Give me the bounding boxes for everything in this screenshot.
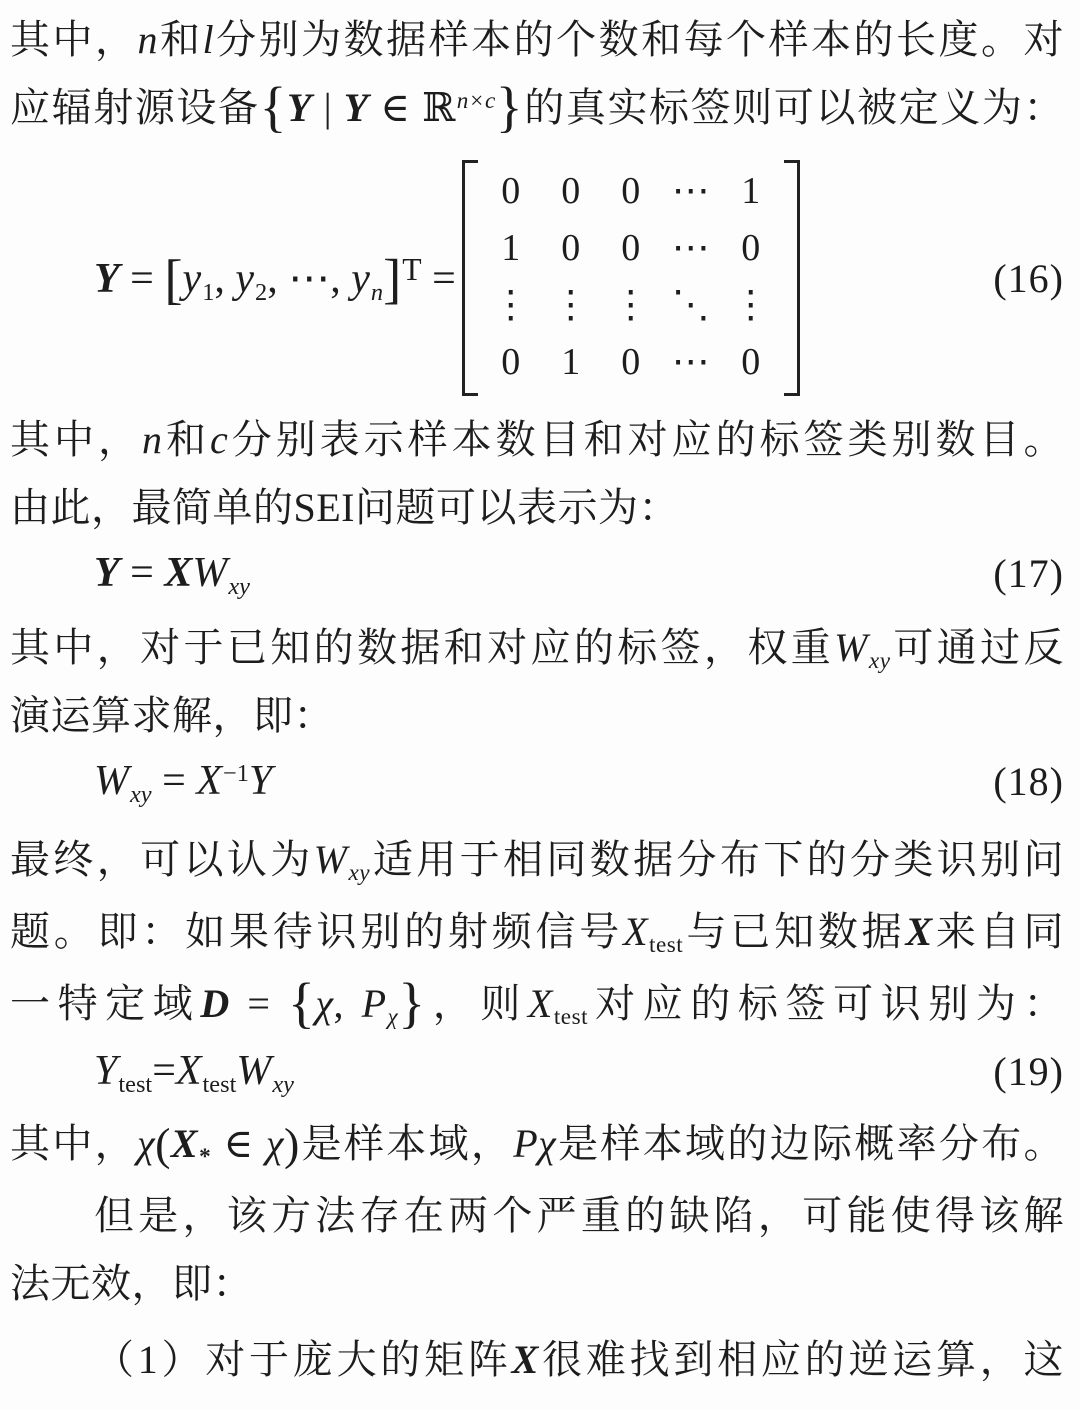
superscript: T (402, 252, 422, 288)
segment: 但是，该方法存在两个严重的缺陷，可能使得该解 (94, 1193, 1064, 1238)
segment: 的真实标签则可以被定义为： (523, 85, 1065, 130)
text-line (10, 6, 1064, 74)
segment: = (151, 758, 197, 804)
segment: 其中， (10, 417, 142, 462)
segment: X (164, 550, 193, 596)
matrix-cell: 1 (561, 340, 581, 383)
segment: 其中，对于已知的数据和对应的标签，权重 (10, 625, 835, 670)
equation-number: (19) (993, 1048, 1064, 1094)
segment: Wxy (236, 1048, 294, 1098)
text-line (10, 1326, 1064, 1394)
equation-19-body (94, 1047, 294, 1098)
segment: } (398, 972, 426, 1035)
segment: 分别表示样本数目和对应的标签类别数目。 (228, 417, 1065, 462)
matrix-left-bracket (462, 160, 478, 396)
segment: SEI (293, 485, 355, 530)
segment: c (209, 417, 229, 462)
matrix-cell: 0 (621, 226, 641, 269)
segment: = (421, 256, 456, 302)
segment: 其中， (10, 17, 138, 62)
segment: Pχ (361, 981, 399, 1031)
segment: 可通过反 (890, 625, 1065, 670)
segment: χ (265, 1121, 285, 1166)
segment: y1 (182, 256, 215, 306)
segment: 法无效，即： (10, 1261, 253, 1306)
segment: 和 (158, 17, 203, 62)
matrix-cell: 0 (621, 340, 641, 383)
matrix-cell: 0 (561, 169, 581, 212)
segment: 是样本域的边际概率分布。 (556, 1121, 1065, 1166)
segment: Ytest (94, 1048, 153, 1098)
segment: = (152, 1048, 176, 1094)
matrix-cell: ⋮ (611, 284, 650, 326)
subscript: test (202, 1070, 237, 1098)
segment: } (495, 76, 524, 139)
segment: Wxy (834, 625, 891, 675)
segment: Pχ (513, 1121, 557, 1166)
segment: 一特定域 (10, 981, 201, 1026)
subscript: xy (868, 648, 891, 675)
segment: Y (287, 85, 312, 130)
subscript: test (649, 932, 684, 959)
text-line (10, 1182, 1064, 1250)
text-line (10, 824, 1064, 896)
matrix-cell: 0 (741, 340, 761, 383)
segment: 其中， (10, 1121, 137, 1166)
superscript: n×c (456, 88, 496, 115)
segment: = (119, 550, 165, 596)
segment: Y (94, 256, 120, 302)
segment: Y (343, 85, 369, 130)
segment: 题。即：如果待识别的射频信号 (10, 909, 624, 954)
segment: 来自同 (932, 909, 1065, 954)
segment: = (229, 981, 289, 1026)
matrix-cell: ⋯ (671, 170, 710, 212)
segment: χ (136, 1121, 156, 1166)
subscript: n (370, 278, 384, 306)
segment: = (119, 256, 165, 302)
segment: χ (315, 981, 334, 1026)
matrix-cell: ⋮ (731, 284, 770, 326)
matrix-cell: 0 (621, 169, 641, 212)
segment: X* (170, 1121, 212, 1171)
segment: { (288, 972, 316, 1035)
segment: yn (351, 256, 384, 306)
segment: Xtest (175, 1048, 237, 1098)
segment: ∈ (368, 85, 422, 130)
text-line (10, 1250, 1064, 1318)
matrix-cell: ⋯ (671, 341, 710, 383)
equation-17 (10, 542, 1064, 604)
equation-16-lhs (94, 248, 456, 310)
segment: , ⋯, (267, 256, 352, 302)
segment: , (333, 981, 362, 1026)
matrix-cell: 1 (741, 169, 761, 212)
equation-19 (10, 1040, 1064, 1102)
text-line (10, 682, 1064, 750)
segment: n (137, 17, 158, 62)
segment: ) (284, 1118, 300, 1170)
matrix-cell: 0 (501, 340, 521, 383)
subscript: test (553, 1004, 589, 1031)
equation-number: (18) (993, 758, 1064, 804)
segment: Y (248, 758, 273, 804)
segment: | (311, 85, 344, 130)
segment: ( (155, 1118, 171, 1170)
equation-16 (10, 154, 1064, 402)
segment: 与已知数据 (683, 909, 906, 954)
segment: 问题可以表示为： (355, 485, 679, 530)
subscript: test (118, 1070, 153, 1098)
subscript: xy (272, 1070, 294, 1098)
segment: Wxy (94, 758, 152, 808)
segment: 适用于相同数据分布下的分类识别问 (370, 837, 1065, 882)
segment: Wxy (313, 837, 371, 887)
matrix-cell: ⋮ (491, 284, 530, 326)
segment: ]$^T$ (383, 248, 422, 310)
segment: X (905, 909, 933, 954)
segment: 和 (162, 417, 210, 462)
matrix-cell: 0 (561, 226, 581, 269)
matrix-cell: 0 (501, 169, 521, 212)
segment: Y (94, 550, 120, 596)
segment: Xtest (623, 909, 684, 959)
segment: n (141, 417, 163, 462)
matrix-grid (478, 160, 784, 396)
text-line (10, 1110, 1064, 1178)
segment: D (200, 981, 230, 1026)
segment: 由此，最简单的 (10, 485, 294, 530)
segment: 最终，可以认为 (10, 837, 314, 882)
segment: 应辐射源设备 (10, 85, 260, 130)
segment: （1）对于庞大的矩阵 (94, 1337, 512, 1382)
segment: ，则 (425, 981, 528, 1026)
segment: 是样本域， (299, 1121, 514, 1166)
text-line (10, 968, 1064, 1040)
segment: 很难找到相应的逆运算，这 (538, 1337, 1065, 1382)
text-line (10, 406, 1064, 474)
matrix-cell: ⋯ (671, 227, 710, 269)
equation-17-body (94, 549, 250, 600)
matrix-cell: 0 (741, 226, 761, 269)
subscript: * (199, 1144, 212, 1171)
segment: { (259, 76, 288, 139)
segment: y2 (235, 256, 268, 306)
segment: 演运算求解，即： (10, 693, 334, 738)
matrix (462, 160, 800, 396)
text-line (10, 614, 1064, 682)
subscript: χ (387, 1004, 399, 1031)
subscript: 1 (202, 278, 215, 306)
subscript: 2 (255, 278, 268, 306)
subscript: xy (348, 860, 371, 887)
matrix-cell: 1 (501, 226, 521, 269)
equation-number: (17) (993, 550, 1064, 596)
equation-18-body (94, 757, 273, 808)
equation-18 (10, 750, 1064, 812)
segment: ∈ (211, 1121, 266, 1166)
text-line (10, 74, 1064, 142)
superscript: −1 (222, 759, 249, 787)
text-line (10, 474, 1064, 542)
segment: Xtest (527, 981, 589, 1031)
segment: 对应的标签可识别为： (588, 981, 1064, 1026)
equation-number: (16) (993, 255, 1064, 301)
segment: [ (164, 248, 183, 310)
segment: 分别为数据样本的个数和每个样本的长度。对 (214, 17, 1065, 62)
matrix-right-bracket (784, 160, 800, 396)
segment: ℝ$^{n\times c}$ (421, 85, 496, 130)
subscript: xy (130, 780, 152, 808)
subscript: xy (228, 572, 250, 600)
segment: X (511, 1337, 539, 1382)
segment: , (214, 256, 236, 302)
segment: $X^{-1}$ (196, 758, 249, 804)
matrix-cell: ⋮ (551, 284, 590, 326)
matrix-cell: ⋱ (671, 284, 710, 326)
text-line (10, 896, 1064, 968)
segment: Wxy (192, 550, 250, 600)
segment: l (202, 17, 215, 62)
